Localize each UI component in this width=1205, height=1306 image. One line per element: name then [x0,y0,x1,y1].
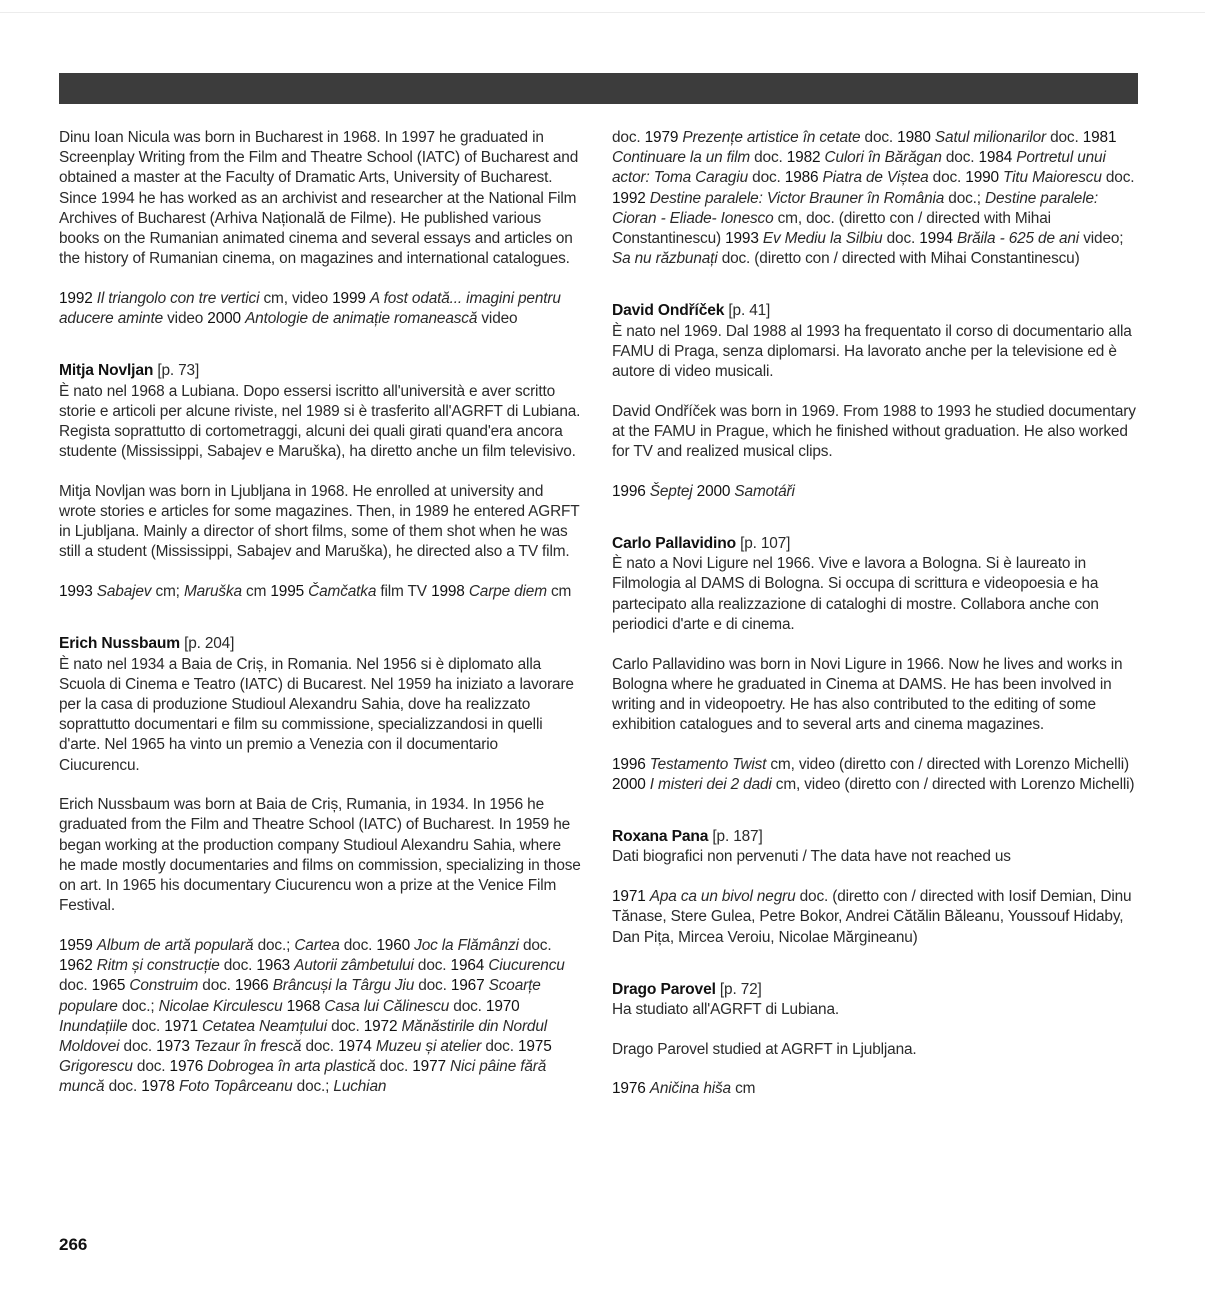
bio-english: Carlo Pallavidino was born in Novi Ligure in 1966. Now he lives and works in Bologna where he graduated in Cinema at DAMS. He has been involved in writing and in videopoetry. He has also contributed to the editing of some exhibition catalogues and to several arts and cinema magazines. [612,655,1123,734]
film-year: 1999 [332,289,370,307]
film-title: Il triangolo con tre vertici [96,289,260,307]
film-title: Cartea [294,937,340,954]
film-note: doc. [119,1038,157,1056]
film-year: 1972 [363,1017,402,1035]
film-year: 1971 [164,1017,203,1035]
film-title: Čamčatka [308,583,377,601]
film-note: doc. [882,230,920,248]
bio-english: David Ondříček was born in 1969. From 1988 to 1993 he studied documentary at the FAMU in Prague, which he finished without graduation. He also worked for TV and realized musical clips. [612,402,1136,461]
director-name: Erich Nussbaum [59,635,180,653]
film-title: Mănăstirile din Nordul Moldovei [59,1017,548,1056]
filmography [612,482,1140,502]
film-note: doc. [127,1017,165,1035]
film-note: doc. [860,129,898,146]
film-title: Dobrogea în arta plastică [207,1058,376,1076]
film-year: 1980 [897,129,935,146]
film-note: cm; [151,583,184,601]
film-title: Ritm și construcție [96,957,220,975]
film-year: 1992 [59,289,97,307]
film-note: doc. [198,977,235,995]
entry-novljan [59,361,581,602]
bio-english: Drago Parovel studied at AGRFT in Ljubljana. [612,1040,917,1058]
film-title: Inundațiile [59,1017,128,1035]
page-reference: [p. 72] [715,980,762,998]
film-note: doc. [750,149,787,167]
film-title: Foto Topârceanu [178,1078,293,1096]
film-year: 1967 [450,977,489,995]
page-number: 266 [59,1235,88,1254]
film-title: Joc la Flămânzi [414,937,519,954]
film-note: cm [241,583,271,601]
film-note: doc. [449,997,486,1015]
film-year: 1963 [256,957,295,975]
film-title: Testamento Twist [649,755,767,773]
film-title: Maruška [183,583,242,601]
film-note: doc. [59,977,92,995]
film-note: doc. [941,149,979,167]
film-year: 2000 [696,482,735,500]
film-title: Titu Maiorescu [1003,169,1102,187]
film-year: 1979 [644,129,683,146]
entry-heading [612,301,1140,321]
page-reference: [p. 41] [724,302,771,320]
film-title: Luchian [333,1078,387,1096]
page-reference: [p. 187] [708,828,763,846]
entry-heading [59,634,581,654]
film-year: 1984 [978,149,1017,167]
film-year: 2000 [612,776,650,794]
page-reference: [p. 204] [179,635,235,653]
film-year: 1966 [234,977,273,995]
film-year: 1990 [965,169,1004,187]
film-title: Album de artă populară [96,937,254,954]
film-year: 2000 [207,310,246,328]
film-title: Portretul unui actor: Toma Caragiu [612,149,1106,187]
film-title: Aničina hiša [649,1080,731,1098]
film-note: doc. [518,937,552,954]
film-note: film TV [376,583,432,601]
film-note: cm, video (diretto con / directed with Lorenzo Michelli) [771,776,1135,794]
film-note: cm, video (diretto con / directed with Lorenzo Michelli) [766,755,1129,773]
bio-italian: Ha studiato all'AGRFT di Lubiana. [612,1001,839,1018]
film-note: doc. [612,129,645,146]
film-title: Sabajev [96,583,152,601]
film-year: 1996 [612,755,650,773]
film-title: Ev Mediu la Silbiu [762,230,883,248]
film-title: Muzeu și atelier [375,1038,482,1056]
film-note: doc.; [292,1078,334,1096]
film-year: 1959 [59,937,97,954]
bio-italian: È nato nel 1969. Dal 1988 al 1993 ha frequentato il corso di documentario alla FAMU di Praga, senza diplomarsi. Ha lavorato anche per la televisione ed è autore di video musicali. [612,322,1132,381]
bio-italian: È nato a Novi Ligure nel 1966. Vive e lavora a Bologna. Si è laureato in Filmologia al DAMS di Bologna. Si occupa di scrittura e videopoesia e ha partecipato alla realizzazione di cataloghi di mostre. Collabora anche con periodici d'arte e di cinema. [612,555,1099,633]
filmography [59,582,581,602]
film-year: 1996 [612,482,650,500]
film-title: A fost odată... imagini pentru aducere aminte [59,289,561,328]
film-year: 1962 [59,957,97,975]
film-year: 1976 [169,1058,208,1076]
nicula-filmography [59,289,581,329]
film-year: 1993 [59,583,97,601]
bio-italian: È nato nel 1934 a Baia de Criș, in Romania. Nel 1956 si è diplomato alla Scuola di Cinema e Teatro (IATC) di Bucarest. Nel 1959 ha iniziato a lavorare per la casa di produzione Studioul Alexandru Sahia, dove ha realizzato soprattutto documentari e film su commissione, specializzandosi in quelli d'arte. Nel 1965 ha vinto un premio a Venezia con il documentario Ciucurencu. [59,655,574,774]
film-note: cm, video [259,289,333,307]
entry-pana [612,827,1140,948]
film-note: doc. (diretto con / directed with Iosif Demian, Dinu Tănase, Stere Gulea, Petre Bokor, Andrei Cătălin Băleanu, Youssouf Hidaby, Dan Pița, Mircea Veroiu, Nicolae Mărgineanu) [612,888,1132,946]
film-title: Sa nu răzbunați [612,250,718,268]
page-reference: [p. 107] [735,535,791,553]
film-title: Brăila - 625 de ani [957,230,1080,248]
film-title: Šeptej [649,482,693,500]
bio-italian: È nato nel 1968 a Lubiana. Dopo essersi iscritto all'università e aver scritto storie e articoli per alcune riviste, nel 1989 si è trasferito all'AGRFT di Lubiana. Regista soprattutto di cortometraggi, alcuni dei quali girati quand'era ancora studente (Mississippi, Sabajev e Maruška), ha diretto anche un film televisivo. [59,382,581,461]
film-note: doc. [375,1058,413,1076]
entry-heading [612,827,1140,847]
right-column [612,128,1140,1119]
director-name: Roxana Pana [612,828,709,846]
film-year: 1975 [517,1038,552,1056]
film-note: video; [1079,230,1124,248]
film-note: doc. [1045,129,1083,146]
film-note: video [477,310,518,328]
film-title: Carpe diem [468,583,547,601]
film-title: Piatra de Viștea [822,169,929,187]
film-title: Casa lui Călinescu [324,997,450,1015]
film-title: Continuare la un film [612,149,751,167]
film-title: Autorii zâmbetului [294,957,414,975]
film-note: doc. [414,977,451,995]
film-note: doc. [928,169,966,187]
entry-ondricek [612,301,1140,502]
film-title: Nici pâine fără muncă [59,1058,547,1096]
film-note: doc. [219,957,257,975]
film-year: 1971 [612,888,650,906]
film-note: cm [546,583,572,601]
film-note: doc.; [117,997,159,1015]
top-rule [0,12,1205,13]
film-title: I misteri dei 2 dadi [649,776,772,794]
film-year: 1977 [412,1058,451,1076]
film-note: cm, doc. (diretto con / directed with Mihai Constantinescu) [612,209,1051,248]
film-note: doc. [413,957,451,975]
film-title: Apa ca un bivol negru [649,888,796,906]
film-title: Scoarțe populare [59,977,541,1015]
film-note: doc. [132,1058,170,1076]
film-year: 1981 [1082,129,1117,146]
film-year: 1974 [338,1038,376,1056]
film-title: Culori în Bărăgan [824,149,942,167]
film-year: 1965 [91,977,130,995]
header-bar [59,73,1138,104]
film-year: 1994 [919,230,958,248]
film-year: 1968 [286,997,325,1015]
filmography [59,936,581,1098]
film-title: Brâncuși la Târgu Jiu [272,977,415,995]
film-note: doc. [301,1038,339,1056]
film-year: 1973 [156,1038,194,1056]
filmography [612,755,1140,795]
film-year: 1982 [786,149,825,167]
left-column [59,128,581,1117]
film-year: 1960 [376,937,415,954]
film-note: doc.; [253,937,295,954]
filmography [612,887,1140,948]
film-title: Grigorescu [59,1058,133,1076]
film-note: doc.; [944,189,986,207]
director-name: Drago Parovel [612,980,716,998]
nussbaum-filmography-continued [612,128,1140,269]
page-reference: [p. 73] [153,362,200,380]
film-title: Nicolae Kirculescu [158,997,283,1015]
film-note: doc. (diretto con / directed with Mihai Constantinescu) [717,250,1080,268]
film-title: Tezaur în frescă [193,1038,302,1056]
film-year: 1978 [141,1078,179,1096]
film-title: Construim [129,977,199,995]
film-year: 1998 [431,583,469,601]
film-title: Ciucurencu [488,957,565,975]
film-year: 1986 [784,169,823,187]
bio-english: Mitja Novljan was born in Ljubljana in 1968. He enrolled at university and wrote stories e articles for some magazines. Then, in 1989 he entered AGRFT in Ljubljana. Mainly a director of short films, some of them shot when he was still a student (Mississippi, Sabajev and Maruška), he directed also a TV film. [59,482,580,561]
bio-note: Dati biografici non pervenuti / The data have not reached us [612,848,1011,866]
film-year: 1993 [725,230,763,248]
film-note: cm [730,1080,756,1098]
film-year: 1995 [270,583,309,601]
entry-parovel [612,980,1140,1100]
entry-heading [612,980,1140,1000]
film-note: doc. [748,169,785,187]
director-name: David Ondříček [612,302,725,320]
film-note: doc. [104,1078,142,1096]
film-title: Destine paralele: Cioran - Eliade- Ionesco [612,189,1098,227]
film-note: doc. [326,1017,364,1035]
nicula-bio-en: Dinu Ioan Nicula was born in Bucharest in 1968. In 1997 he graduated in Screenplay Writing from the Film and Theatre School (IATC) of Bucharest and obtained a master at the Faculty of Dramatic Arts, University of Bucharest. Since 1994 he has worked as an archivist and researcher at the National Film Archives of Bucharest (Arhiva Națională de Filme). He published various books on the Rumanian animated cinema and several essays and articles on the history of Rumanian cinema, on magazines and international catalogues. [59,129,579,268]
entry-nussbaum [59,634,581,1097]
bio-english: Erich Nussbaum was born at Baia de Criș, Rumania, in 1934. In 1956 he graduated from the Film and Theatre School (IATC) of Bucharest. In 1959 he began working at the production company Studioul Alexandru Sahia, where he made mostly documentaries and films on commission, specializing in those on art. In 1965 his documentary Ciucurencu won a prize at the Venice Film Festival. [59,796,581,915]
film-title: Prezențe artistice în cetate [682,129,861,146]
entry-pallavidino [612,534,1140,795]
film-title: Samotáři [734,482,795,500]
director-name: Mitja Novljan [59,362,154,380]
film-year: 1992 [612,189,650,207]
film-note: doc. [481,1038,518,1056]
film-title: Satul milionarilor [934,129,1046,146]
film-year: 1976 [612,1080,650,1098]
film-title: Antologie de animație romanească [245,310,478,328]
film-title: Destine paralele: Victor Brauner în România [649,189,945,207]
entry-heading [59,361,581,381]
entry-heading [612,534,1140,554]
film-note: doc. [1101,169,1135,187]
film-note: doc. [339,937,377,954]
film-year: 1964 [450,957,489,975]
film-note: video [163,310,208,328]
director-name: Carlo Pallavidino [612,535,736,553]
film-title: Cetatea Neamțului [202,1017,327,1035]
filmography [612,1079,1140,1099]
film-year: 1970 [485,997,520,1015]
